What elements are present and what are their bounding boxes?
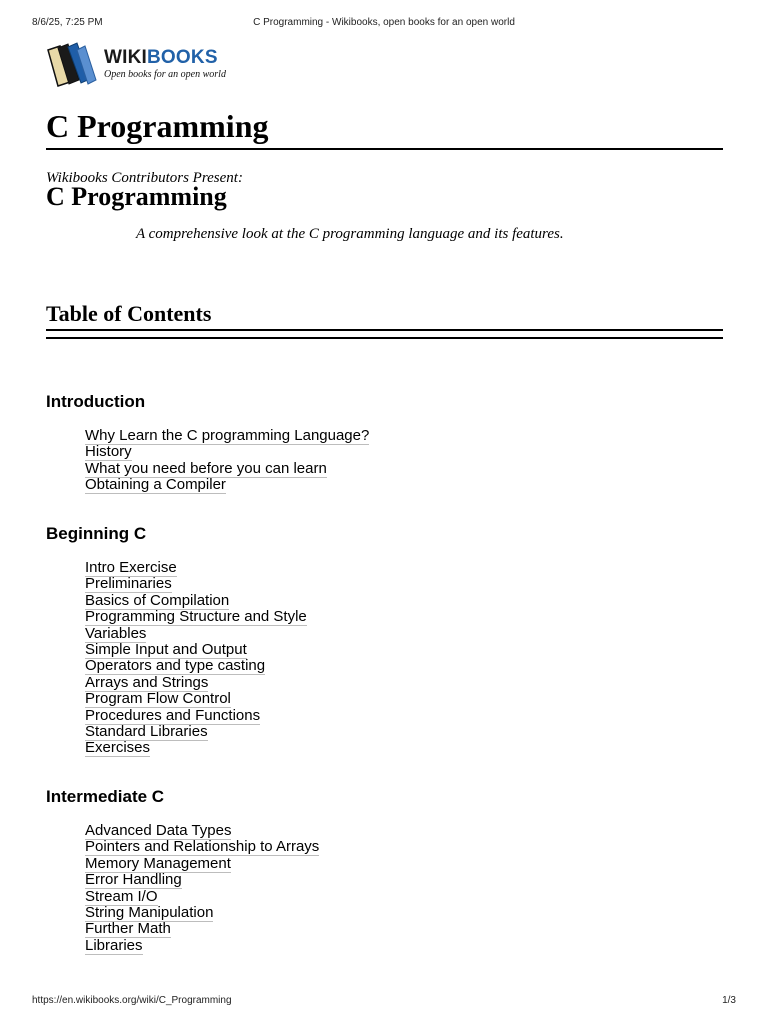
list-item [85,477,369,493]
print-url: https://en.wikibooks.org/wiki/C_Programming [32,995,232,1006]
logo-wordmark: WIKIBOOKS [104,47,218,68]
toc-link[interactable]: Programming Structure and Style [85,608,307,626]
list-item [85,691,307,707]
toc-link[interactable]: Simple Input and Output [85,640,247,658]
list-item [85,461,369,477]
print-date: 8/6/25, 7:25 PM [32,17,103,28]
toc-link[interactable]: Operators and type casting [85,657,266,675]
toc-link[interactable]: Error Handling [85,871,182,889]
toc-link[interactable]: Arrays and Strings [85,673,209,691]
list-item [85,593,307,609]
list-item [85,839,319,855]
toc-link[interactable]: Program Flow Control [85,690,231,708]
list-item [85,856,319,872]
list-item [85,889,319,905]
section-link-list [85,428,369,494]
list-item [85,642,307,658]
title-divider [46,148,723,150]
list-item [85,921,319,937]
list-item [85,609,307,625]
toc-link[interactable]: History [85,443,132,461]
toc-link[interactable]: Basics of Compilation [85,591,230,609]
section-heading: Intermediate C [46,787,165,806]
logo-tagline: Open books for an open world [104,69,226,80]
list-item [85,560,307,576]
toc-section-introduction [46,392,726,494]
toc-heading: Table of Contents [46,301,212,326]
list-item [85,675,307,691]
list-item [85,823,319,839]
book-subtitle: A comprehensive look at the C programming language and its features. [136,226,564,242]
print-header [32,17,736,31]
contributors-present-line: Wikibooks Contributors Present: [46,170,243,186]
page-title: C Programming [46,108,269,144]
list-item [85,740,307,756]
toc-section-intermediate-c [46,787,726,954]
toc-link[interactable]: Further Math [85,920,171,938]
toc-link[interactable]: String Manipulation [85,903,214,921]
section-heading: Beginning C [46,524,147,543]
toc-link[interactable]: Procedures and Functions [85,706,261,724]
page-number: 1/3 [722,995,736,1006]
list-item [85,444,369,460]
section-link-list [85,560,307,757]
toc-divider-top [46,329,723,331]
section-heading: Introduction [46,392,146,411]
list-item [85,576,307,592]
list-item [85,708,307,724]
toc-link[interactable]: Stream I/O [85,887,158,905]
toc-link[interactable]: Variables [85,624,147,642]
list-item [85,658,307,674]
toc-link[interactable]: Obtaining a Compiler [85,476,226,494]
list-item [85,905,319,921]
toc-link[interactable]: Advanced Data Types [85,822,232,839]
toc-link[interactable]: Intro Exercise [85,559,177,576]
list-item [85,938,319,954]
list-item [85,724,307,740]
toc-link[interactable]: Why Learn the C programming Language? [85,427,370,444]
book-title: C Programming [46,182,227,211]
list-item [85,626,307,642]
toc-link[interactable]: What you need before you can learn [85,459,327,477]
wikibooks-logo[interactable] [46,42,246,90]
toc-link[interactable]: Standard Libraries [85,722,208,740]
list-item [85,872,319,888]
books-icon [46,42,98,90]
toc-link[interactable]: Memory Management [85,854,231,872]
toc-link[interactable]: Pointers and Relationship to Arrays [85,838,320,856]
toc-link[interactable]: Exercises [85,739,151,757]
toc-section-beginning-c [46,524,726,757]
print-footer [32,995,736,1009]
print-page-title: C Programming - Wikibooks, open books for an open world [253,17,515,28]
section-link-list [85,823,319,954]
list-item [85,428,369,444]
toc-divider-bottom [46,337,723,339]
toc-link[interactable]: Preliminaries [85,575,172,593]
toc-link[interactable]: Libraries [85,936,143,954]
